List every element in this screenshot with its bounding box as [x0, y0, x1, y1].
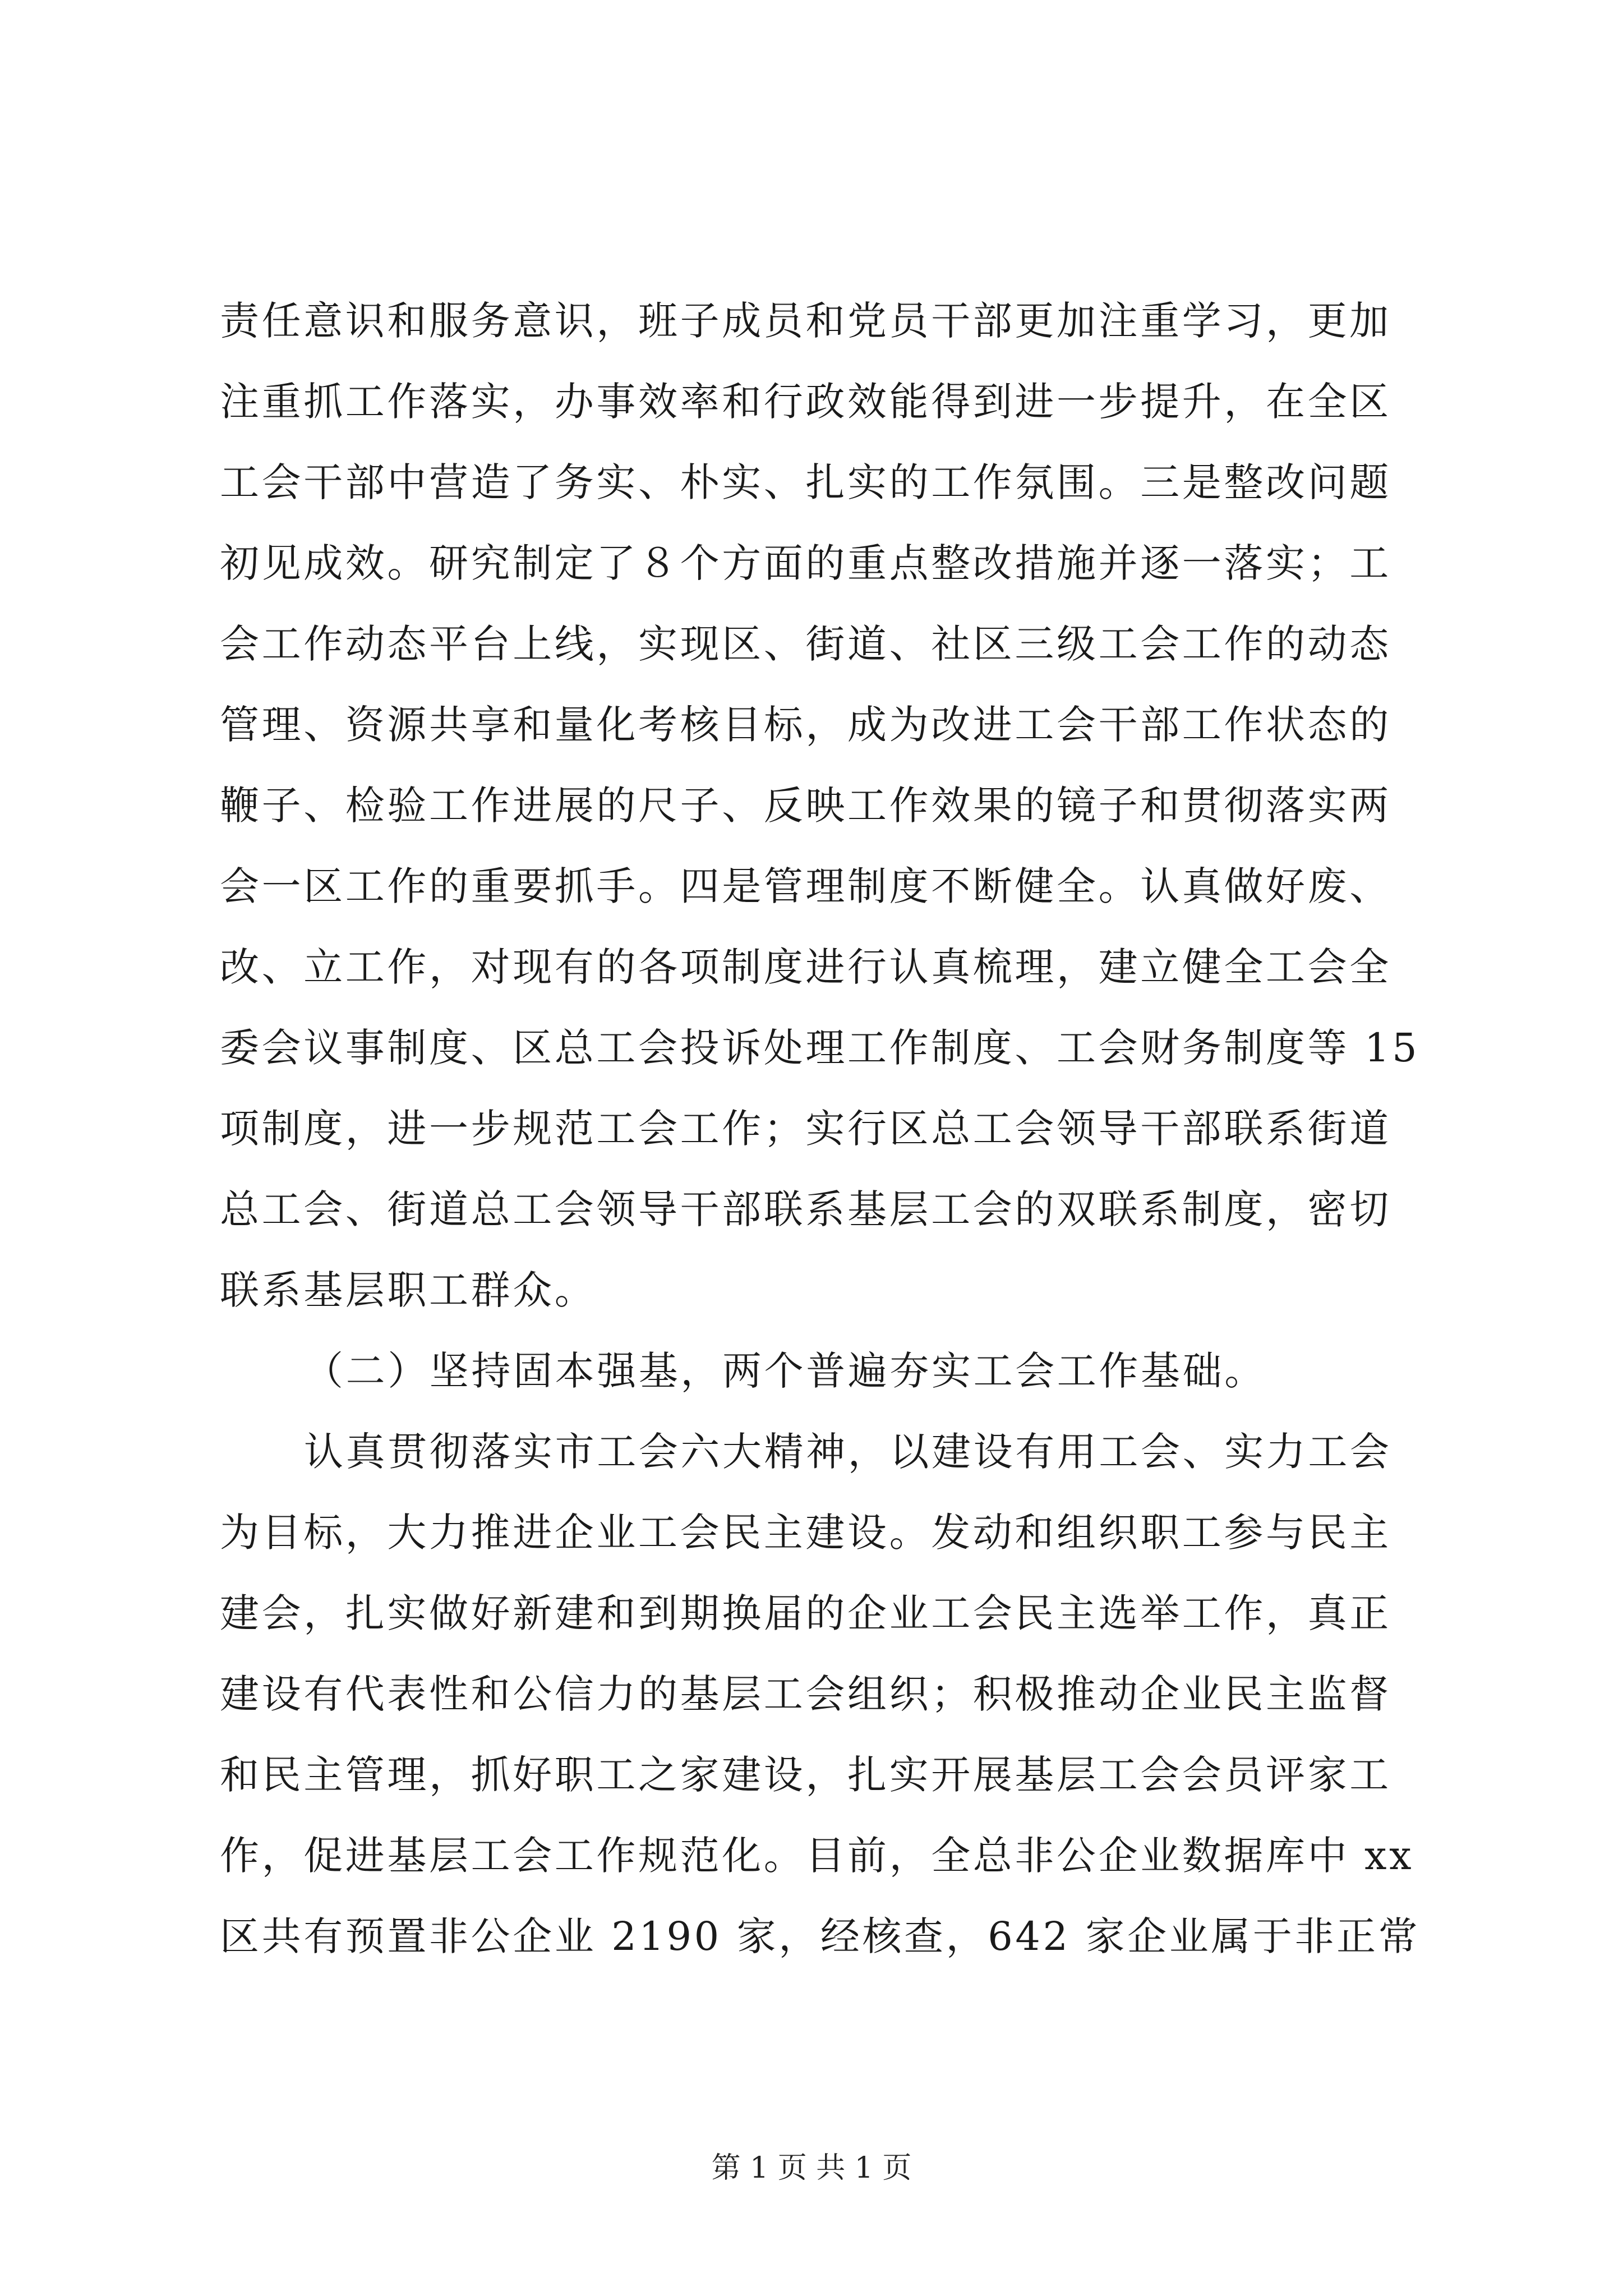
text-line: 项制度，进一步规范工会工作；实行区总工会领导干部联系街道: [220, 1106, 1391, 1152]
text-line: 会一区工作的重要抓手。四是管理制度不断健全。认真做好废、: [220, 863, 1391, 909]
text-line: 和民主管理，抓好职工之家建设，扎实开展基层工会会员评家工: [220, 1752, 1391, 1798]
text-line: 改、立工作，对现有的各项制度进行认真梳理，建立健全工会全: [220, 944, 1391, 990]
text-line: 建会，扎实做好新建和到期换届的企业工会民主选举工作，真正: [220, 1590, 1391, 1636]
text-line: 为目标，大力推进企业工会民主建设。发动和组织职工参与民主: [220, 1510, 1391, 1556]
text-line: 总工会、街道总工会领导干部联系基层工会的双联系制度，密切: [220, 1186, 1391, 1232]
text-line: 会工作动态平台上线，实现区、街道、社区三级工会工作的动态: [220, 621, 1391, 667]
text-line: 作，促进基层工会工作规范化。目前，全总非公企业数据库中 xx: [220, 1833, 1414, 1879]
text-line: 工会干部中营造了务实、朴实、扎实的工作氛围。三是整改问题: [220, 459, 1391, 505]
section-heading: （二）坚持固本强基，两个普遍夯实工会工作基础。: [304, 1348, 1266, 1394]
text-line: 建设有代表性和公信力的基层工会组织；积极推动企业民主监督: [220, 1671, 1391, 1717]
text-line: 鞭子、检验工作进展的尺子、反映工作效果的镜子和贯彻落实两: [220, 783, 1391, 829]
text-line: 责任意识和服务意识，班子成员和党员干部更加注重学习，更加: [220, 298, 1391, 344]
text-line: 认真贯彻落实市工会六大精神，以建设有用工会、实力工会: [304, 1429, 1392, 1475]
text-line: 初见成效。研究制定了８个方面的重点整改措施并逐一落实；工: [220, 540, 1391, 586]
text-line: 管理、资源共享和量化考核目标，成为改进工会干部工作状态的: [220, 702, 1391, 748]
text-line: 区共有预置非公企业 2190 家，经核查，642 家企业属于非正常: [220, 1913, 1421, 1959]
text-line: 注重抓工作落实，办事效率和行政效能得到进一步提升，在全区: [220, 379, 1391, 425]
text-line: 委会议事制度、区总工会投诉处理工作制度、工会财务制度等 15: [220, 1025, 1420, 1071]
text-line: 联系基层职工群众。: [220, 1267, 597, 1313]
page-footer: 第 1 页 共 1 页: [711, 2151, 912, 2185]
